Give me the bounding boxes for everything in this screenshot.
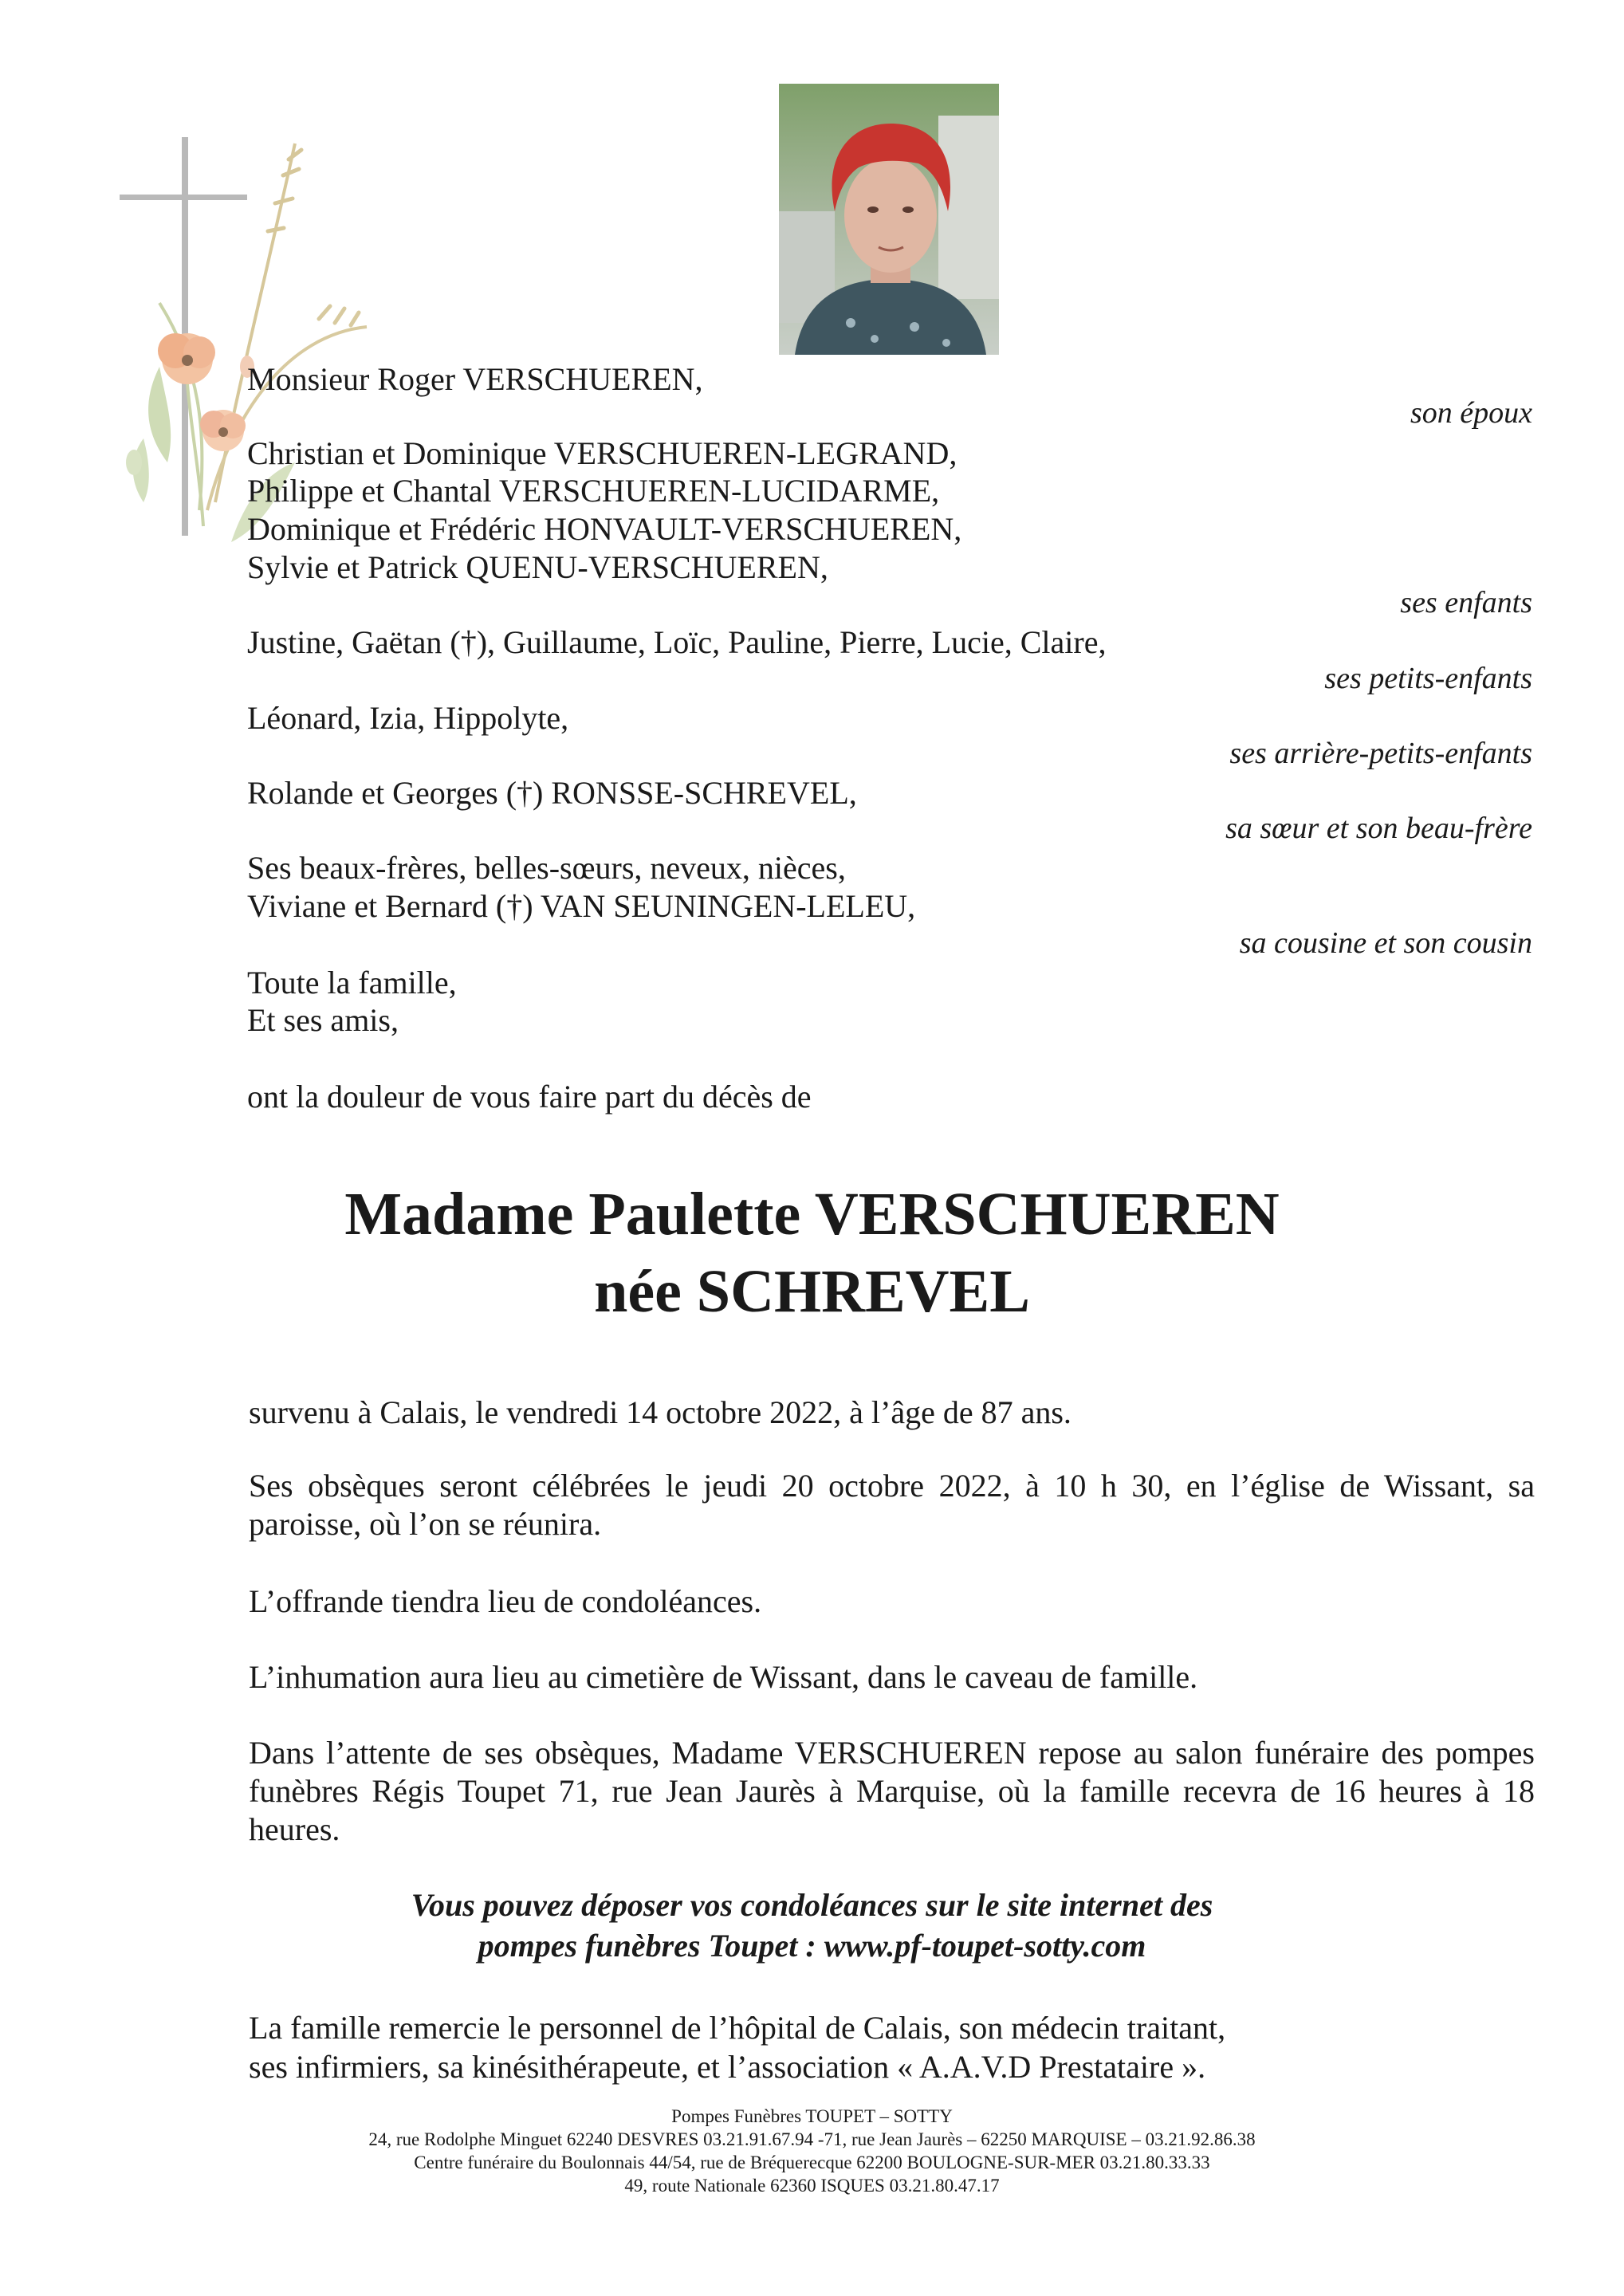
child-line-2: Philippe et Chantal VERSCHUEREN-LUCIDARME, — [247, 473, 940, 509]
footer-address-1: 24, rue Rodolphe Minguet 62240 DESVRES 03.21.91.67.94 -71, rue Jean Jaurès – 62250 MARQUISE – 03.21.92.86.38 — [368, 2129, 1256, 2149]
thanks-line-1: La famille remercie le personnel de l’hôpital de Calais, son médecin traitant, — [249, 2010, 1226, 2046]
great-grandchildren-relation: ses arrière-petits-enfants — [1229, 737, 1532, 770]
burial-details: L’inhumation aura lieu au cimetière de Wissant, dans le caveau de famille. — [249, 1659, 1198, 1695]
footer-address-3: 49, route Nationale 62360 ISQUES 03.21.80.47.17 — [624, 2176, 1000, 2196]
grandchildren-line: Justine, Gaëtan (†), Guillaume, Loïc, Pauline, Pierre, Lucie, Claire, — [247, 624, 1107, 660]
grandchildren-relation: ses petits-enfants — [1324, 662, 1532, 695]
footer-address-2: Centre funéraire du Boulonnais 44/54, rue de Bréquerecque 62200 BOULOGNE-SUR-MER 03.21.80.33.33 — [414, 2152, 1210, 2172]
condolences-line-2: pompes funèbres Toupet : www.pf-toupet-sotty.com — [478, 1928, 1146, 1964]
child-line-1: Christian et Dominique VERSCHUEREN-LEGRAND, — [247, 435, 957, 471]
friends-line: Et ses amis, — [247, 1002, 399, 1038]
condolences-line-1: Vous pouvez déposer vos condoléances sur le site internet des — [411, 1887, 1213, 1923]
announcement-line: ont la douleur de vous faire part du décès de — [247, 1079, 812, 1115]
rest-details: Dans l’attente de ses obsèques, Madame VERSCHUEREN repose au salon funéraire des pompes funèbres Régis Toupet 71, rue Jean Jaurès à Marquise, où la famille recevra de 16 heures à 18 heures. — [249, 1735, 1535, 1847]
cousins-relation: sa cousine et son cousin — [1239, 926, 1532, 960]
deceased-maiden-name: née SCHREVEL — [594, 1258, 1030, 1325]
great-grandchildren-line: Léonard, Izia, Hippolyte, — [247, 700, 569, 736]
deceased-name: Madame Paulette VERSCHUEREN — [344, 1181, 1280, 1248]
in-laws-line-1: Ses beaux-frères, belles-sœurs, neveux, nièces, — [247, 850, 846, 886]
spouse-relation: son époux — [1410, 396, 1532, 430]
children-relation: ses enfants — [1400, 586, 1532, 619]
siblings-relation: sa sœur et son beau-frère — [1225, 812, 1532, 845]
in-laws-line-2: Viviane et Bernard (†) VAN SEUNINGEN-LELEU, — [247, 888, 916, 924]
thanks-line-2: ses infirmiers, sa kinésithérapeute, et l’association « A.A.V.D Prestataire ». — [249, 2049, 1206, 2085]
spouse-name: Monsieur Roger VERSCHUEREN, — [247, 361, 703, 397]
child-line-4: Sylvie et Patrick QUENU-VERSCHUEREN, — [247, 549, 828, 585]
siblings-line: Rolande et Georges (†) RONSSE-SCHREVEL, — [247, 775, 857, 811]
child-line-3: Dominique et Frédéric HONVAULT-VERSCHUEREN, — [247, 511, 962, 547]
footer-company: Pompes Funèbres TOUPET – SOTTY — [671, 2106, 953, 2126]
offering-details: L’offrande tiendra lieu de condoléances. — [249, 1583, 762, 1619]
family-line: Toute la famille, — [247, 965, 457, 1001]
funeral-details: Ses obsèques seront célébrées le jeudi 20 octobre 2022, à 10 h 30, en l’église de Wissant, sa paroisse, où l’on se réunira. — [249, 1468, 1535, 1542]
death-details: survenu à Calais, le vendredi 14 octobre 2022, à l’âge de 87 ans. — [249, 1394, 1072, 1430]
portrait-photo — [779, 84, 999, 355]
